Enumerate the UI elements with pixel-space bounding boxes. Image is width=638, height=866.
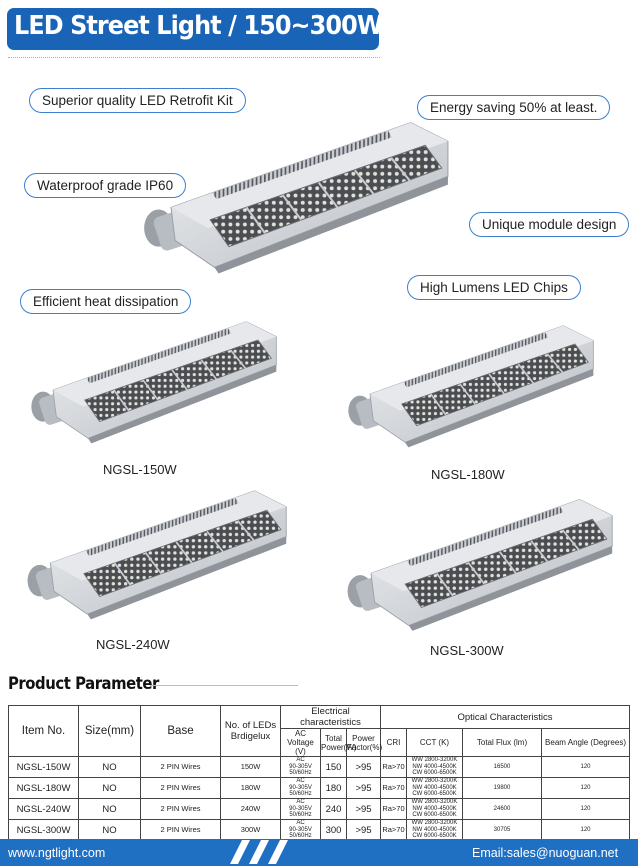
cell-item: NGSL-300W bbox=[9, 820, 79, 841]
slash-decoration-icon bbox=[228, 838, 298, 866]
cell-base: 2 PIN Wires bbox=[141, 799, 221, 820]
header-leds: No. of LEDs Brdigelux bbox=[221, 706, 281, 757]
feature-lumens: High Lumens LED Chips bbox=[407, 275, 581, 300]
page-title: LED Street Light / 150~300W bbox=[14, 11, 383, 41]
table-row bbox=[9, 799, 630, 820]
cell-beam: 120 bbox=[542, 757, 630, 778]
cell-size: NO bbox=[79, 778, 141, 799]
cell-size: NO bbox=[79, 757, 141, 778]
header-item: Item No. bbox=[9, 706, 79, 757]
table-row bbox=[9, 757, 630, 778]
cell-pf: >95 bbox=[347, 757, 381, 778]
header-ac: AC Voltage (V) bbox=[281, 729, 321, 757]
cell-pf: >95 bbox=[347, 778, 381, 799]
cell-beam: 120 bbox=[542, 820, 630, 841]
cell-pf: >95 bbox=[347, 820, 381, 841]
cell-ac: AC 90-305V 50/60Hz bbox=[281, 799, 321, 820]
cell-flux: 30705 bbox=[463, 820, 542, 841]
lamp-300w-image bbox=[344, 490, 614, 635]
cell-leds: 150W bbox=[221, 757, 281, 778]
cell-item: NGSL-180W bbox=[9, 778, 79, 799]
header-base: Base bbox=[141, 706, 221, 757]
cell-cct: WW 2800-3200K NW 4000-4500K CW 6000-6500K bbox=[407, 799, 463, 820]
lamp-150w-image bbox=[28, 310, 278, 450]
main-lamp-image bbox=[140, 100, 450, 290]
cell-flux: 24600 bbox=[463, 799, 542, 820]
model-300w: NGSL-300W bbox=[430, 643, 504, 658]
header-flux: Total Flux (lm) bbox=[463, 729, 542, 757]
feature-energy: Energy saving 50% at least. bbox=[417, 95, 610, 120]
section-divider bbox=[150, 685, 298, 686]
cell-ac: AC 90-305V 50/60Hz bbox=[281, 820, 321, 841]
cell-cri: Ra>70 bbox=[381, 778, 407, 799]
cell-flux: 19800 bbox=[463, 778, 542, 799]
cell-base: 2 PIN Wires bbox=[141, 757, 221, 778]
cell-base: 2 PIN Wires bbox=[141, 778, 221, 799]
cell-pf: >95 bbox=[347, 799, 381, 820]
cell-power: 300 bbox=[321, 820, 347, 841]
cell-cri: Ra>70 bbox=[381, 820, 407, 841]
feature-waterproof: Waterproof grade IP60 bbox=[24, 173, 186, 198]
feature-retrofit: Superior quality LED Retrofit Kit bbox=[29, 88, 246, 113]
header-cct: CCT (K) bbox=[407, 729, 463, 757]
header-cri: CRI bbox=[381, 729, 407, 757]
model-150w: NGSL-150W bbox=[103, 462, 177, 477]
cell-ac: AC 90-305V 50/60Hz bbox=[281, 757, 321, 778]
cell-cct: WW 2800-3200K NW 4000-4500K CW 6000-6500K bbox=[407, 820, 463, 841]
lamp-180w-image bbox=[345, 314, 595, 454]
cell-power: 240 bbox=[321, 799, 347, 820]
header-optical: Optical Characteristics bbox=[381, 706, 630, 729]
cell-power: 180 bbox=[321, 778, 347, 799]
cell-item: NGSL-240W bbox=[9, 799, 79, 820]
header-electrical: Electrical characteristics bbox=[281, 706, 381, 729]
table-row bbox=[9, 778, 630, 799]
spec-table bbox=[8, 705, 630, 841]
cell-base: 2 PIN Wires bbox=[141, 820, 221, 841]
header-pf: Power Factor(%) bbox=[347, 729, 381, 757]
cell-beam: 120 bbox=[542, 799, 630, 820]
model-180w: NGSL-180W bbox=[431, 467, 505, 482]
footer-website-link[interactable]: www.ngtlight.com bbox=[8, 846, 106, 860]
cell-cct: WW 2800-3200K NW 4000-4500K CW 6000-6500K bbox=[407, 757, 463, 778]
cell-leds: 180W bbox=[221, 778, 281, 799]
cell-ac: AC 90-305V 50/60Hz bbox=[281, 778, 321, 799]
cell-cri: Ra>70 bbox=[381, 799, 407, 820]
cell-power: 150 bbox=[321, 757, 347, 778]
cell-size: NO bbox=[79, 820, 141, 841]
cell-flux: 16500 bbox=[463, 757, 542, 778]
divider bbox=[8, 57, 380, 58]
cell-cct: WW 2800-3200K NW 4000-4500K CW 6000-6500K bbox=[407, 778, 463, 799]
cell-size: NO bbox=[79, 799, 141, 820]
header-beam: Beam Angle (Degrees) bbox=[542, 729, 630, 757]
cell-leds: 300W bbox=[221, 820, 281, 841]
model-240w: NGSL-240W bbox=[96, 637, 170, 652]
cell-item: NGSL-150W bbox=[9, 757, 79, 778]
cell-leds: 240W bbox=[221, 799, 281, 820]
feature-heat: Efficient heat dissipation bbox=[20, 289, 191, 314]
lamp-240w-image bbox=[24, 480, 288, 625]
header-size: Size(mm) bbox=[79, 706, 141, 757]
feature-module: Unique module design bbox=[469, 212, 629, 237]
cell-cri: Ra>70 bbox=[381, 757, 407, 778]
cell-beam: 120 bbox=[542, 778, 630, 799]
table-row bbox=[9, 820, 630, 841]
header-power: Total Power(W) bbox=[321, 729, 347, 757]
footer-email-link[interactable]: Email:sales@nuoguan.net bbox=[472, 846, 619, 860]
section-title: Product Parameter bbox=[8, 674, 159, 693]
